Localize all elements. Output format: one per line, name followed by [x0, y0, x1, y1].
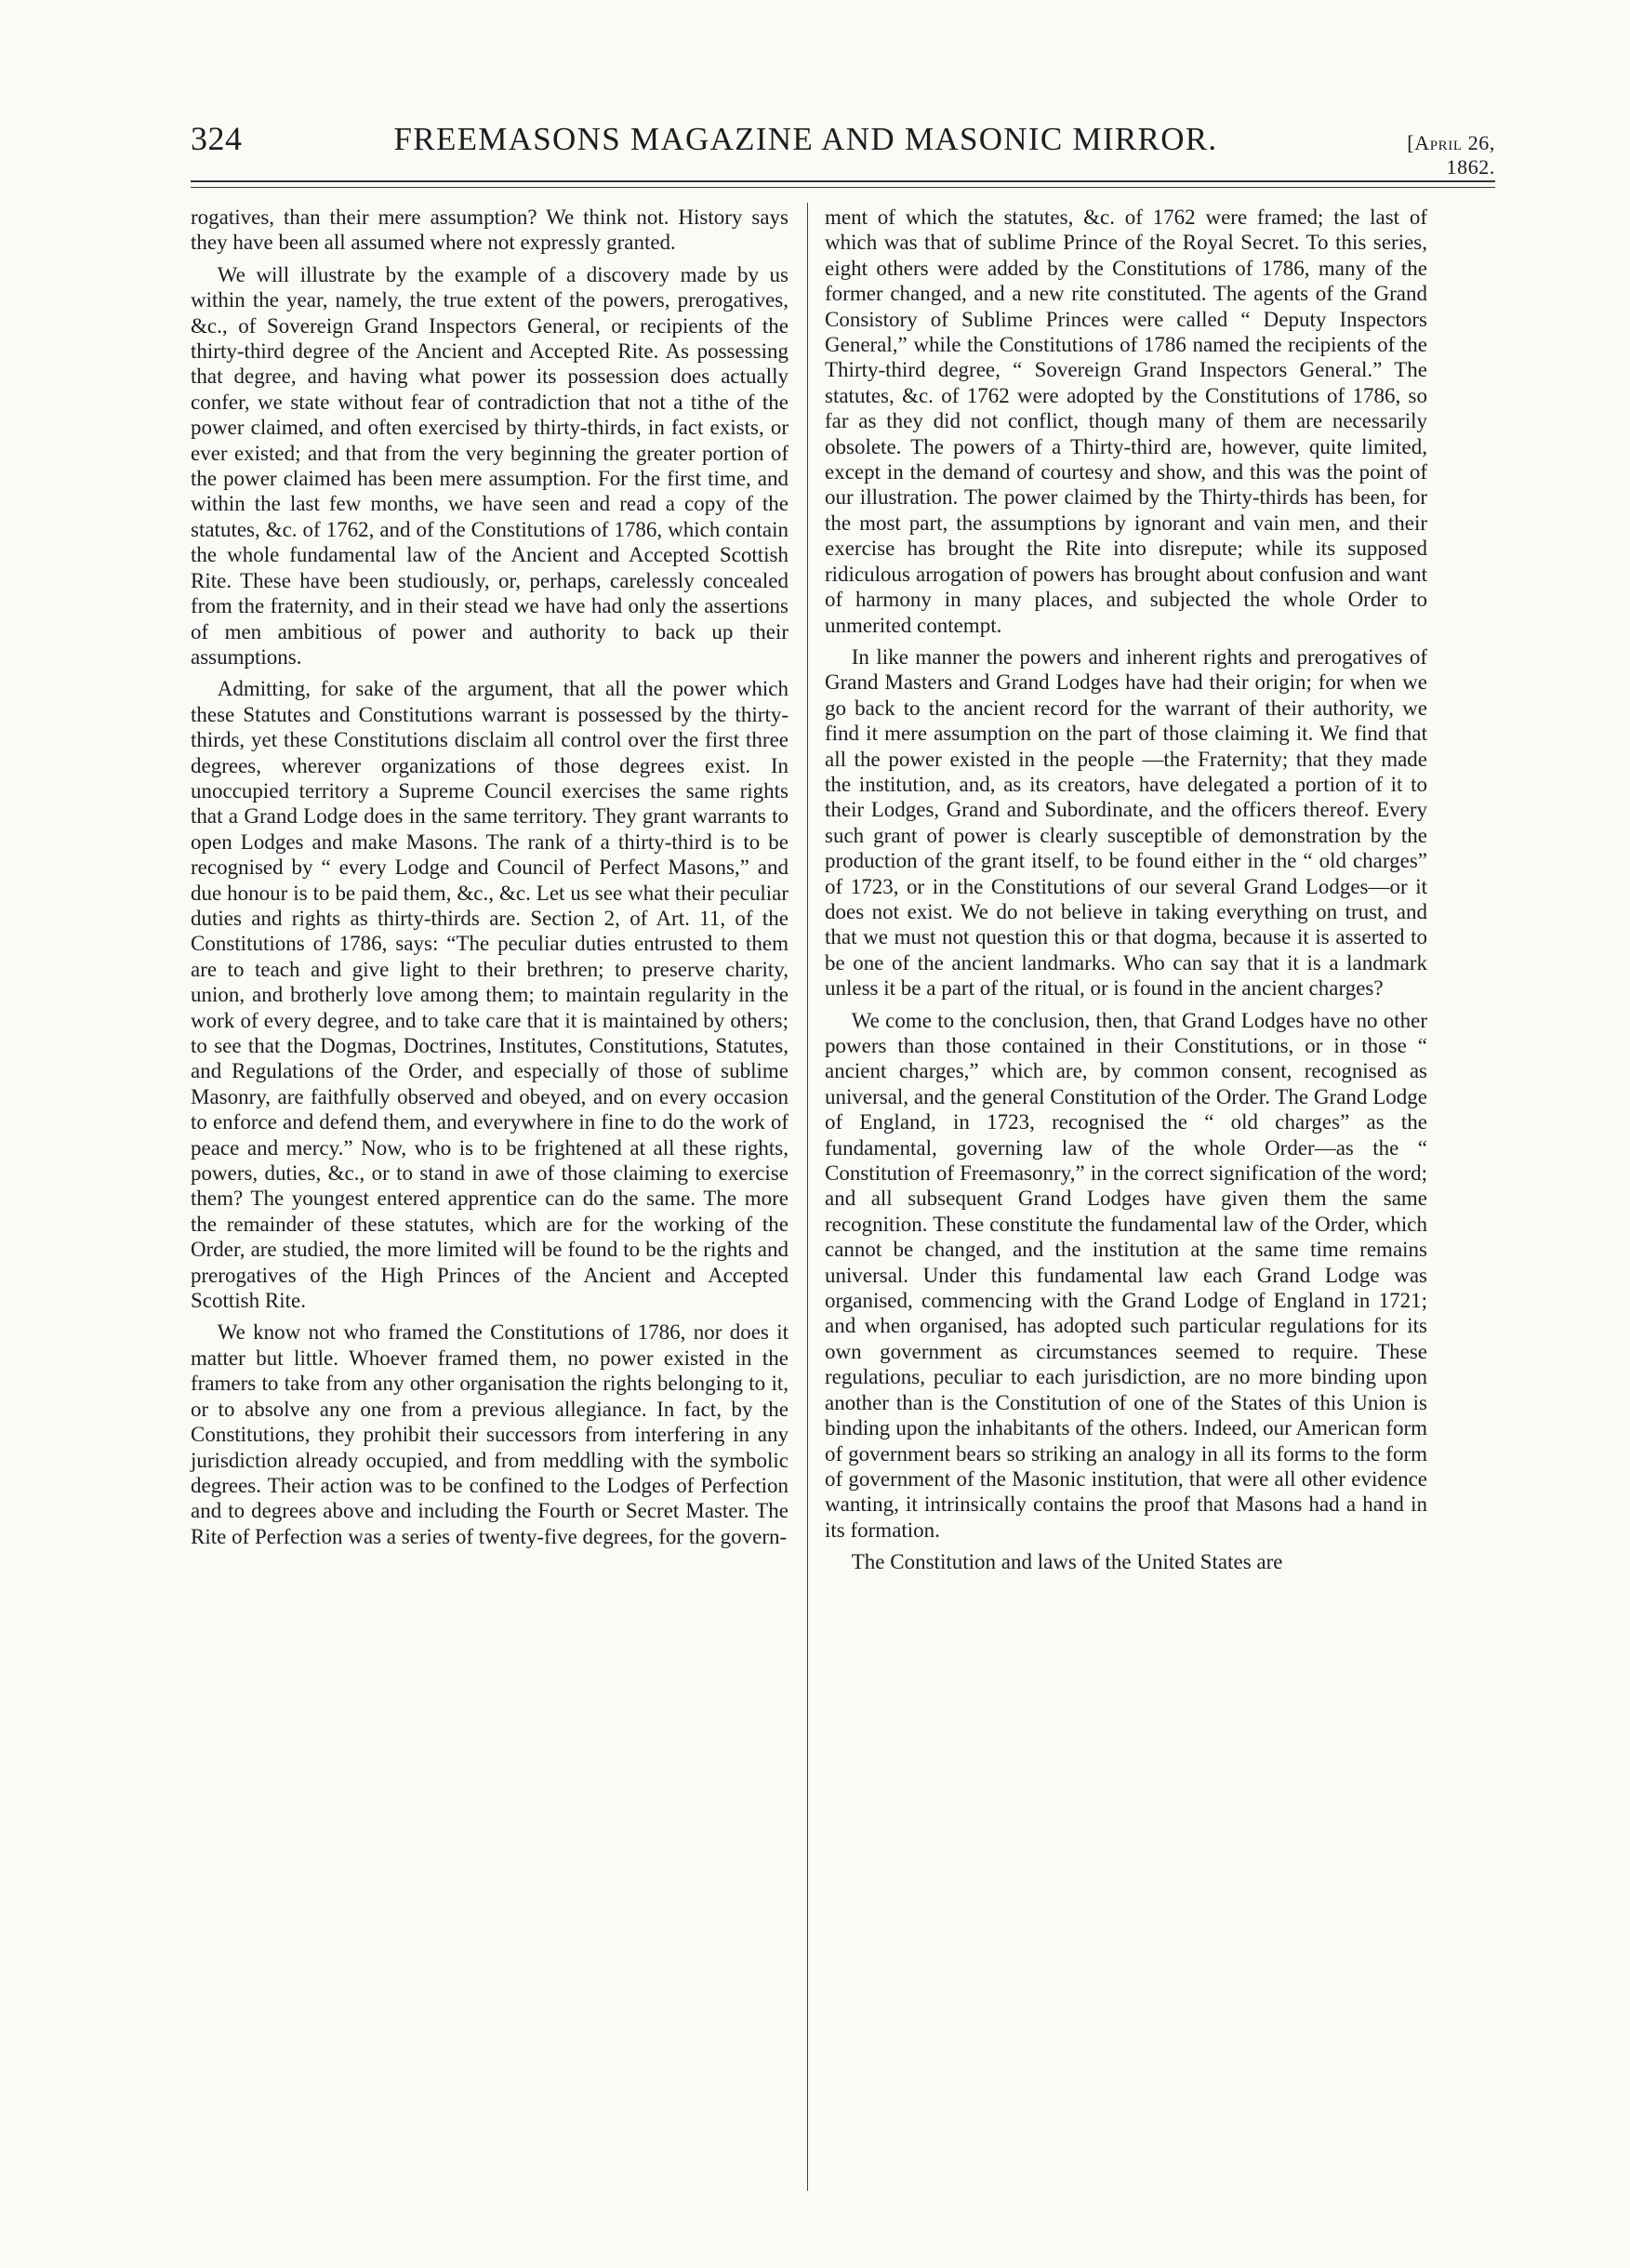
left-paragraph-2: We will illustrate by the example of a discovery made by us within the year, namely, the true extent of the powers, prerogatives, &c., of Sovereign Grand Inspectors General, or recipients of the thirty-third degree of the Ancient and Accepted Rite. As possessing that degree, and having what power its possession does actually confer, we state without fear of contradiction that not a tithe of the power claimed, and often exercised by thirty-thirds, in fact exists, or ever existed; and that from the very beginning the greater portion of the power claimed has been mere assumption. For the first time, and within the last few months, we have seen and read a copy of the statutes, &c. of 1762, and of the Constitutions of 1786, which contain the whole fundamental law of the Ancient and Accepted Scottish Rite. These have been studiously, or, perhaps, carelessly concealed from the fraternity, and in their stead we have had only the assertions of men ambitious of power and authority to back up their assumptions. [191, 262, 788, 669]
right-paragraph-4: The Constitution and laws of the United States are [851, 1550, 1283, 1574]
header-rule-thick [191, 180, 1495, 182]
left-paragraph-4: We know not who framed the Constitutions of 1786, nor does it matter but little. Whoever framed them, no power existed in the framers to take from any other organisation the rights belonging to it, or to absolve any one from a previous allegiance. In fact, by the Constitutions, they prohibit their successors from interfering in any jurisdiction already occupied, and from meddling with the symbolic degrees. Their action was to be confined to the Lodges of Perfection and to degrees above and including the Fourth or Secret Master. The Rite of Perfection was a series of twenty-five degrees, for the govern- [191, 1320, 788, 1548]
right-column [825, 205, 1427, 1575]
issue-date: [April 26, 1862. [1407, 131, 1495, 179]
left-column [191, 205, 788, 1549]
page-number: 324 [191, 120, 243, 157]
right-paragraph-3: We come to the conclusion, then, that Grand Lodges have no other powers than those contained in their Constitutions, or in those “ ancient charges,” which are, by common consent, recognised as universal, and the general Constitution of the Order. The Grand Lodge of England, in 1723, recognised the “ old charges” as the fundamental, governing law of the whole Order—as the “ Constitution of Freemasonry,” in the correct signification of the word; and all subsequent Grand Lodges have given them the same recognition. These constitute the fundamental law of the Order, which cannot be changed, and the institution at the same time remains universal. Under this fundamental law each Grand Lodge was organised, commencing with the Grand Lodge of England in 1721; and when organised, has adopted such particular regulations for its own government as circumstances seemed to require. These regulations, peculiar to each jurisdiction, are no more binding upon another than is the Constitution of one of the States of this Union is binding upon the inhabitants of the others. Indeed, our American form of government bears so striking an analogy in all its forms to the form of government of the Masonic institution, that were all other evidence wanting, it intrinsically contains the proof that Masons had a hand in its formation. [825, 1008, 1427, 1542]
masthead-title: FREEMASONS MAGAZINE AND MASONIC MIRROR. [393, 121, 1218, 157]
header-rule-thin [191, 187, 1495, 188]
page-header [191, 119, 1495, 179]
column-divider [807, 203, 808, 2191]
left-paragraph-3: Admitting, for sake of the argument, that all the power which these Statutes and Constitutions warrant is possessed by the thirty-thirds, yet these Constitutions disclaim all control over the first three degrees, wherever organizations of those degrees exist. In unoccupied territory a Supreme Council exercises the same rights that a Grand Lodge does in the same territory. They grant warrants to open Lodges and make Masons. The rank of a thirty-third is to be recognised by “ every Lodge and Council of Perfect Masons,” and due honour is to be paid them, &c., &c. Let us see what their peculiar duties and rights as thirty-thirds are. Section 2, of Art. 11, of the Constitutions of 1786, says: “The peculiar duties entrusted to them are to teach and give light to their brethren; to preserve charity, union, and brotherly love among them; to maintain regularity in the work of every degree, and to take care that it is maintained by others; to see that the Dogmas, Doctrines, Institutes, Constitutions, Statutes, and Regulations of the Order, and especially of those of sublime Masonry, are faithfully observed and obeyed, and on every occasion to enforce and defend them, and everywhere in fine to do the work of peace and mercy.” Now, who is to be frightened at all these rights, powers, duties, &c., or to stand in awe of those claiming to exercise them? The youngest entered apprentice can do the same. The more the remainder of these statutes, which are for the working of the Order, are studied, the more limited will be found to be the rights and prerogatives of the High Princes of the Ancient and Accepted Scottish Rite. [191, 677, 788, 1313]
left-paragraph-1: rogatives, than their mere assumption? We think not. History says they have been all assumed where not expressly granted. [191, 206, 788, 255]
right-paragraph-1: ment of which the statutes, &c. of 1762 were framed; the last of which was that of sublime Prince of the Royal Secret. To this series, eight others were added by the Constitutions of 1786, many of the former changed, and a new rite constituted. The agents of the Grand Consistory of Sublime Princes were called “ Deputy Inspectors General,” while the Constitutions of 1786 named the recipients of the Thirty-third degree, “ Sovereign Grand Inspectors General.” The statutes, &c. of 1762 were adopted by the Constitutions of 1786, so far as they did not conflict, though many of them are necessarily obsolete. The powers of a Thirty-third are, however, quite limited, except in the demand of courtesy and show, and this was the point of our illustration. The power claimed by the Thirty-thirds has been, for the most part, the assumptions by ignorant and vain men, and their exercise has brought the Rite into disrepute; while its supposed ridiculous arrogation of powers has brought about confusion and want of harmony in many places, and subjected the whole Order to unmerited contempt. [825, 206, 1427, 637]
right-paragraph-2: In like manner the powers and inherent rights and prerogatives of Grand Masters and Grand Lodges have had their origin; for when we go back to the ancient record for the warrant of their authority, we find it mere assumption on the part of those claiming it. We find that all the power existed in the people —the Fraternity; that they made the institution, and, as its creators, have delegated a portion of it to their Lodges, Grand and Subordinate, and the officers thereof. Every such grant of power is clearly susceptible of demonstration by the production of the grant itself, to be found either in the “ old charges” of 1723, or in the Constitutions of our several Grand Lodges—or it does not exist. We do not believe in taking everything on trust, and that we must not question this or that dogma, because it is asserted to be one of the ancient landmarks. Who can say that it is a landmark unless it be a part of the ritual, or is found in the ancient charges? [825, 644, 1427, 1001]
